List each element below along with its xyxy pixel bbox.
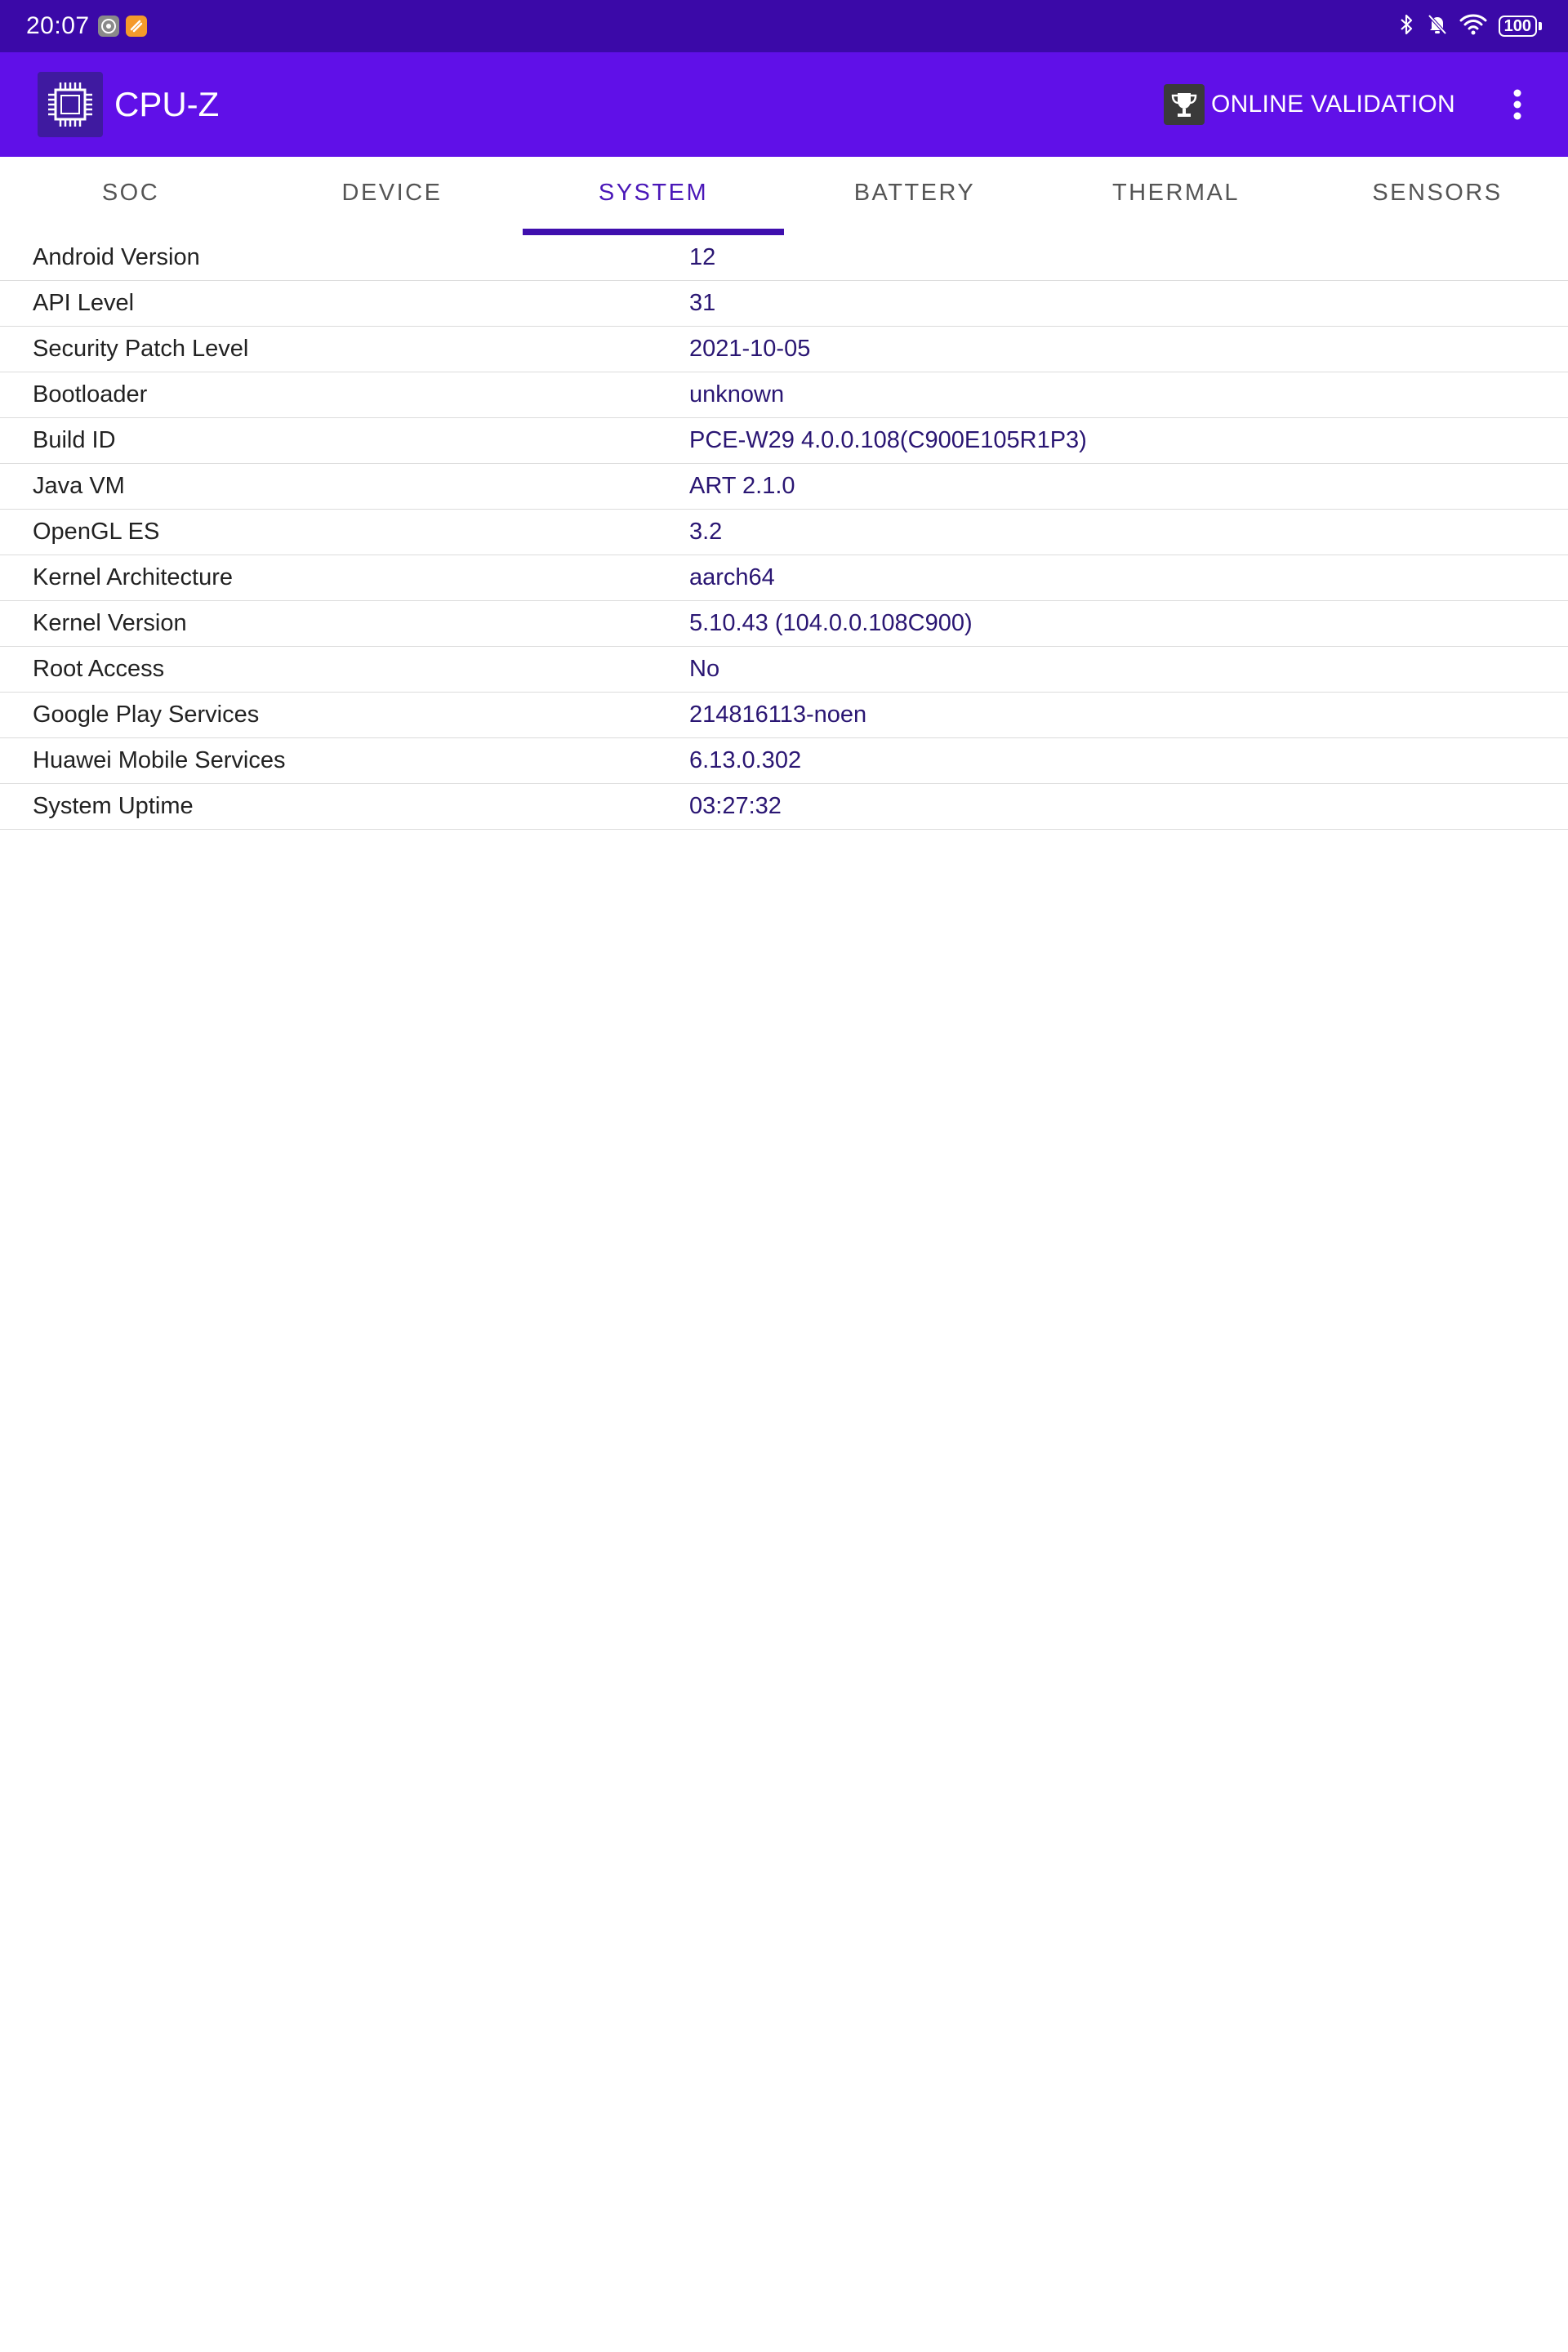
app-title: CPU-Z [114, 85, 220, 123]
status-icons [1399, 13, 1542, 40]
notification-app2-icon [126, 16, 147, 37]
info-row-system-uptime [0, 784, 1568, 830]
info-label: OpenGL ES [33, 519, 160, 545]
info-value: 03:27:32 [689, 793, 782, 819]
info-value: 6.13.0.302 [689, 747, 802, 773]
info-row-root-access [0, 647, 1568, 693]
info-value: No [689, 656, 720, 682]
info-row-google-play-services [0, 693, 1568, 738]
info-label: Huawei Mobile Services [33, 747, 286, 773]
status-bar [0, 0, 1568, 52]
info-row-huawei-mobile-services [0, 738, 1568, 784]
info-row-security-patch-level [0, 327, 1568, 372]
wifi-icon [1459, 13, 1487, 40]
info-value: ART 2.1.0 [689, 473, 795, 499]
info-value: unknown [689, 381, 785, 408]
info-label: Kernel Version [33, 610, 187, 636]
info-value: 31 [689, 290, 716, 316]
tab-battery[interactable]: BATTERY [853, 179, 976, 206]
info-label: Java VM [33, 473, 125, 499]
info-label: API Level [33, 290, 135, 316]
tab-device[interactable]: DEVICE [341, 179, 443, 206]
tab-bar [0, 157, 1568, 235]
info-row-android-version [0, 235, 1568, 281]
battery-level: 100 [1499, 16, 1537, 37]
tab-sensors[interactable]: SENSORS [1372, 179, 1503, 206]
info-row-opengl-es [0, 510, 1568, 555]
app-bar [0, 52, 1568, 157]
info-value: 214816113-noen [689, 702, 867, 728]
battery-icon [1499, 16, 1542, 37]
notification-app-icon [98, 16, 119, 37]
info-label: Root Access [33, 656, 165, 682]
status-notifications [98, 16, 147, 37]
info-row-api-level [0, 281, 1568, 327]
info-row-bootloader [0, 372, 1568, 418]
info-value: 3.2 [689, 519, 723, 545]
tab-system[interactable]: SYSTEM [523, 157, 784, 235]
tab-thermal[interactable]: THERMAL [1111, 179, 1241, 206]
info-label: Build ID [33, 427, 116, 453]
system-info-list [0, 235, 1568, 830]
info-row-build-id [0, 418, 1568, 464]
info-value: 2021-10-05 [689, 336, 811, 362]
info-row-kernel-version [0, 601, 1568, 647]
info-value: 12 [689, 244, 716, 270]
info-row-kernel-architecture [0, 555, 1568, 601]
more-vert-icon[interactable] [1493, 72, 1542, 137]
info-label: Bootloader [33, 381, 148, 408]
online-validation-label: ONLINE VALIDATION [1210, 91, 1455, 118]
info-label: Kernel Architecture [33, 564, 234, 590]
info-value: 5.10.43 (104.0.0.108C900) [689, 610, 973, 636]
status-time: 20:07 [26, 12, 90, 39]
trophy-icon [1164, 84, 1205, 125]
info-label: Security Patch Level [33, 336, 249, 362]
info-label: System Uptime [33, 793, 194, 819]
tab-soc[interactable]: SOC [101, 179, 160, 206]
info-value: PCE-W29 4.0.0.108(C900E105R1P3) [689, 427, 1087, 453]
bell-muted-icon [1427, 13, 1448, 40]
info-row-java-vm [0, 464, 1568, 510]
info-value: aarch64 [689, 564, 775, 590]
info-label: Google Play Services [33, 702, 260, 728]
info-label: Android Version [33, 244, 200, 270]
bluetooth-icon [1399, 13, 1415, 40]
cpu-chip-icon [38, 72, 103, 137]
online-validation-button[interactable] [1164, 72, 1465, 137]
